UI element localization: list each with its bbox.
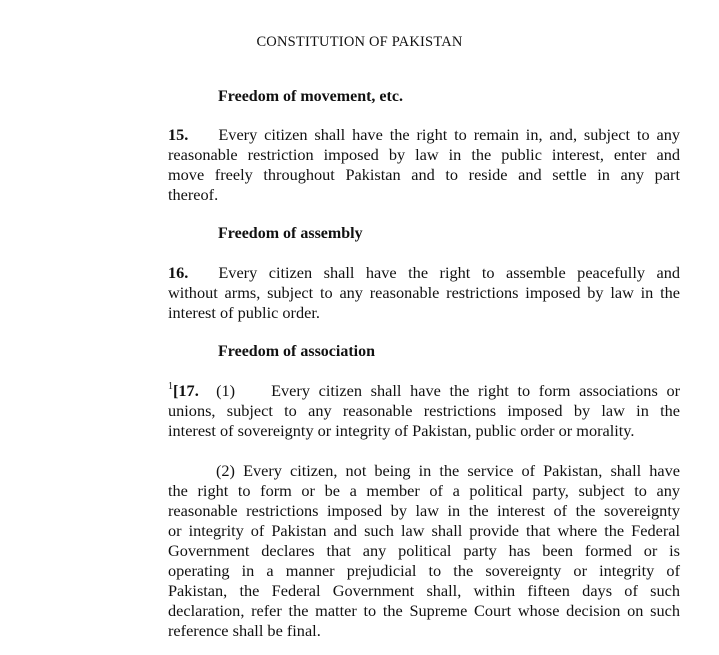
section-15-text — [168, 125, 680, 205]
footnote-marker: 1 — [168, 381, 173, 392]
section-heading-17: Freedom of association — [218, 343, 376, 360]
clause-label-1: (1) — [216, 381, 236, 400]
section-17-line: $^1$[17. (1) Every citizen shall have the right to form associations or — [168, 381, 681, 400]
section-heading-15: Freedom of movement, etc. — [218, 88, 403, 105]
section-17-clause-2 — [168, 461, 680, 641]
section-16-text — [168, 263, 680, 323]
section-heading-16: Freedom of assembly — [218, 225, 363, 242]
clause-label-2: (2) — [216, 461, 235, 480]
section-17-line: operating in a manner prejudicial to the sovereignty or integrity of — [168, 561, 680, 580]
section-17-line: the right to form or be a member of a political party, subject to any — [168, 481, 680, 500]
section-17-line: or integrity of Pakistan and such law shall provide that where the Federal — [168, 521, 680, 540]
section-17-line: declaration, refer the matter to the Supreme Court whose decision on such — [168, 601, 680, 620]
section-17-clause-1 — [168, 381, 680, 441]
section-15-line: thereof. — [168, 185, 219, 204]
section-17-line: unions, subject to any reasonable restrictions imposed by law in the — [168, 401, 680, 420]
section-15-line: move freely throughout Pakistan and to reside and settle in any part — [168, 165, 680, 184]
section-17-line: (2) Every citizen, not being in the service of Pakistan, shall have — [216, 461, 680, 480]
section-17-line: reference shall be final. — [168, 621, 321, 640]
section-number-16: 16. — [168, 263, 189, 282]
section-number-17: [17. — [173, 381, 199, 400]
section-17-line: Pakistan, the Federal Government shall, within fifteen days of such — [168, 581, 680, 600]
section-number-15: 15. — [168, 125, 189, 144]
section-15-line: reasonable restriction imposed by law in the public interest, enter and — [168, 145, 680, 164]
section-16-line: without arms, subject to any reasonable restrictions imposed by law in the — [168, 283, 680, 302]
section-15-line: 15. Every citizen shall have the right to remain in, and, subject to any — [168, 125, 680, 144]
section-16-line: 16. Every citizen shall have the right to assemble peacefully and — [168, 263, 680, 282]
section-17-line: reasonable restrictions imposed by law in the interest of the sovereignty — [168, 501, 680, 520]
section-16-line: interest of public order. — [168, 303, 320, 322]
section-17-line: interest of sovereignty or integrity of Pakistan, public order or morality. — [168, 421, 635, 440]
running-head: CONSTITUTION OF PAKISTAN — [256, 34, 463, 50]
section-17-line: Government declares that any political party has been formed or is — [168, 541, 680, 560]
